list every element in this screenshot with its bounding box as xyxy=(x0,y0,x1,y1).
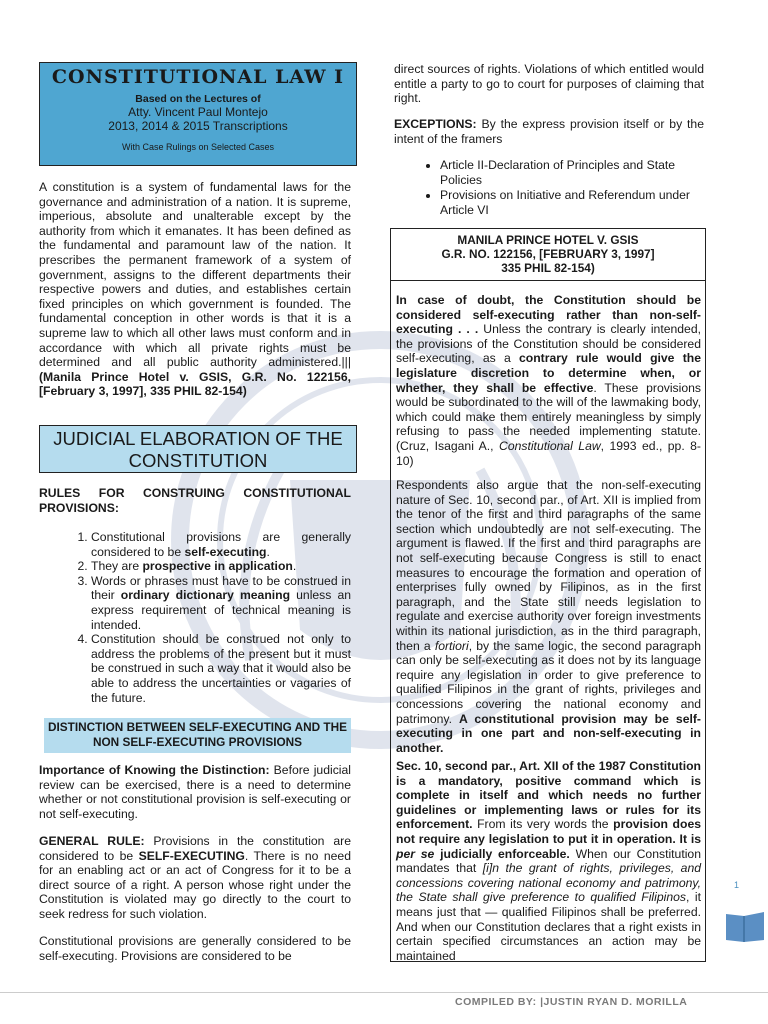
rule-item: 3. Words or phrases must have to be construed in their ordinary dictionary meaning unless an express requirement of technical meaning is intended. xyxy=(91,574,351,632)
rule-item: 2. They are prospective in application. xyxy=(91,559,351,574)
exceptions-paragraph: EXCEPTIONS: By the express provision itself or by the intent of the framers xyxy=(394,117,704,146)
footer-divider xyxy=(0,992,768,993)
intro-text: A constitution is a system of fundamental laws for the governance and administration of a nation. It is supreme, imperious, absolute and unalterable except by the authority from which it emanates. It has been defined as the fundamental and paramount law of the nation. It prescribes the permanent framework of a system of government, assigns to the different departments their respective powers and duties, and establishes certain fixed principles on which government is founded. The fundamental conception in other words is that it is a supreme law to which all other laws must conform and in accordance with which all private rights must be determined and all public authority administered.||| xyxy=(39,180,351,370)
case-reporter: 335 PHIL 82-154) xyxy=(501,261,595,275)
rule-item: 1. Constitutional provisions are generally considered to be self-executing. xyxy=(91,530,351,559)
case-paragraph-3: Sec. 10, second par., Art. XII of the 1987 Constitution is a mandatory, positive command which is complete in itself and which needs no further guidelines or implementing laws or rules for its enforcement. From its very words the provision does not require any legislation to put it in operation. It is per se judicially enforceable. When our Constitution mandates that [i]n the grant of rights, privileges, and concessions covering national economy and patrimony, the State shall give preference to qualified Filipinos, it means just that — qualified Filipinos shall be preferred. And when our Constitution declares that a right exists in certain specified circumstances an action may be maintained xyxy=(396,759,702,963)
case-heading xyxy=(390,228,706,281)
rules-heading: RULES FOR CONSTRUING CONSTITUTIONAL PROVISIONS: xyxy=(39,486,351,515)
exceptions-label: EXCEPTIONS: xyxy=(394,117,477,131)
page-footer xyxy=(0,992,768,1024)
importance-label: Importance of Knowing the Distinction: xyxy=(39,763,270,777)
exception-item: • Article II-Declaration of Principles and State Policies xyxy=(440,158,704,187)
section-heading: JUDICIAL ELABORATION OF THE CONSTITUTION xyxy=(39,425,357,473)
case-gr-number: G.R. NO. 122156, [FEBRUARY 3, 1997] xyxy=(441,247,655,261)
title-box xyxy=(39,62,357,166)
document-title: CONSTITUTIONAL LAW I xyxy=(51,66,345,88)
footer-label: COMPILED BY: xyxy=(455,996,537,1008)
intro-paragraph xyxy=(39,180,351,399)
continued-paragraph: direct sources of rights. Violations of which entitled would entitle a party to go to court for purposes of claiming that right. xyxy=(394,62,704,106)
general-rule-label: GENERAL RULE: xyxy=(39,834,145,848)
page-number: 1 xyxy=(734,880,740,890)
case-title: MANILA PRINCE HOTEL V. GSIS xyxy=(457,233,639,247)
rules-list xyxy=(39,530,351,705)
distinction-heading: DISTINCTION BETWEEN SELF-EXECUTING AND THE NON SELF-EXECUTING PROVISIONS xyxy=(44,718,351,753)
case-paragraph-2: Respondents also argue that the non-self-executing nature of Sec. 10, second par., of Art. XII is implied from the tenor of the first and third paragraphs of the same section which undoubtedly are not self-executing. The argument is flawed. If the first and third paragraphs are not self-executing because Congress is still to enact measures to encourage the formation and operation of enterprises fully owned by Filipinos, as in the first paragraph, and the State still needs legislation to regulate and exercise authority over foreign investments within its national jurisdiction, as in the third paragraph, then a fortiori, by the same logic, the second paragraph can only be self-executing as it does not by its language require any legislation in order to give preference to qualified Filipinos in the grant of rights, privileges and concessions covering the national economy and patrimony. A constitutional provision may be self-executing in one part and non-self-executing in another. xyxy=(396,478,701,755)
lecturer-name: Atty. Vincent Paul Montejo xyxy=(128,105,268,119)
intro-citation: (Manila Prince Hotel v. GSIS, G.R. No. 122156, [February 3, 1997], 335 PHIL 82-154) xyxy=(39,369,351,399)
general-rule-paragraph: GENERAL RULE: Provisions in the constitution are considered to be SELF-EXECUTING. There is no need for an enabling act or an act of Congress for it to be a direct source of a right. A person whose right under the Constitution is violated may go directly to the court to seek redress for such violation. xyxy=(39,834,351,921)
based-on-line: Based on the Lectures of xyxy=(135,93,261,105)
rule-item: 4. Constitution should be construed not only to address the problems of the present but it must be construed in such a way that it would also be able to address the uncertainties or vagaries of the future. xyxy=(91,632,351,705)
exception-item: • Provisions on Initiative and Referendum under Article VI xyxy=(440,188,704,217)
self-executing-paragraph: Constitutional provisions are generally considered to be self-executing. Provisions are considered to be xyxy=(39,934,351,963)
case-rulings-note: With Case Rulings on Selected Cases xyxy=(121,142,275,152)
case-paragraph-1: In case of doubt, the Constitution should be considered self-executing rather than non-self-executing . . . Unless the contrary is clearly intended, the provisions of the Constitution should be considered self-executing, as a contrary rule would give the legislature discretion to determine when, or whether, they shall be effective. These provisions would be subordinated to the will of the lawmaking body, which could make them entirely meaningless by simply refusing to pass the needed implementing statute. (Cruz, Isagani A., Constitutional Law, 1993 ed., pp. 8-10) xyxy=(396,293,701,468)
importance-paragraph: Importance of Knowing the Distinction: Before judicial review can be exercised, there is a need to determine whether or not constitutional provision is self-executing or not self-executing. xyxy=(39,763,351,821)
footer-credit xyxy=(455,996,687,1008)
page-corner-icon xyxy=(724,910,766,944)
footer-compiler: |JUSTIN RYAN D. MORILLA xyxy=(540,996,688,1008)
transcription-years: 2013, 2014 & 2015 Transcriptions xyxy=(108,119,288,133)
exceptions-list xyxy=(394,158,704,218)
